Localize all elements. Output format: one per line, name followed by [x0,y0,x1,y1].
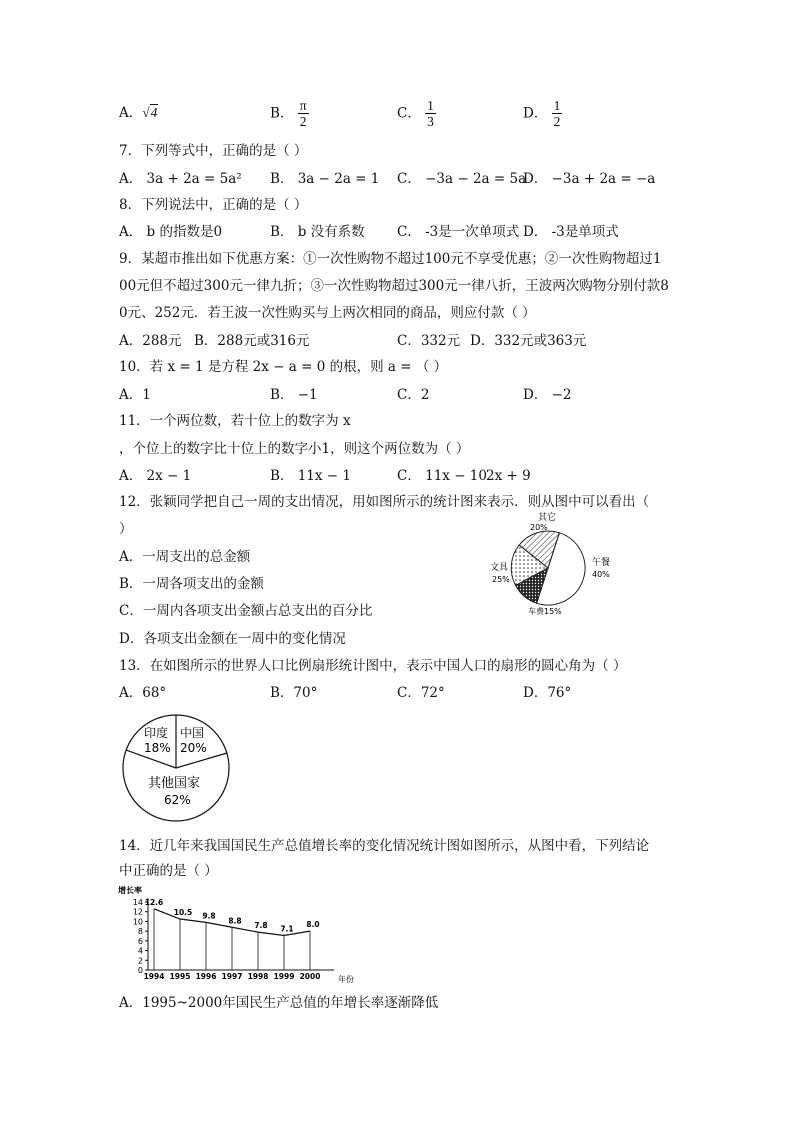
q9-option-a: A．288元 [119,333,182,349]
q12-stem-line2: ） [119,521,133,537]
x-tick-label: 1998 [247,972,269,981]
q11-option-d: 2x + 9 [486,468,531,484]
q12-option-d: D．各项支出金额在一周中的变化情况 [119,631,346,647]
x-tick-label: 2000 [299,972,321,981]
q10-option-d: D． −2 [523,387,572,403]
pie-label-others-pct: 62% [164,793,191,807]
x-tick-label: 1994 [143,972,165,981]
q11-option-c: C． 11x − 10 [397,468,487,484]
y-tick-label: 12 [132,907,143,917]
q7-option-b: B． 3a − 2a = 1 [270,171,380,187]
y-tick-label: 8 [137,927,143,937]
y-tick-label: 10 [132,917,143,927]
pie-label-stationery-pct: 25% [492,575,510,584]
chart-ylabel: 增长率 [118,886,142,895]
q11-option-a: A． 2x − 1 [119,468,192,484]
q11-stem-line2: ，个位上的数字比十位上的数字小1，则这个两位数为（ ） [119,441,470,457]
q7-option-c: C． −3a − 2a = 5a [397,171,527,187]
fraction: $\frac{\pi}{2}$ [299,98,307,129]
pie-label-india-pct: 18% [144,741,171,755]
q13-stem: 13．在如图所示的世界人口比例扇形统计图中，表示中国人口的扇形的圆心角为（ ） [119,658,627,674]
data-label: 10.5 [173,908,193,917]
population-pie-chart [120,713,232,823]
chart-xlabel: 年份 [338,975,354,984]
q8-option-c: C． -3是一次单项式 [397,224,520,240]
growth-rate-line-chart [116,884,386,986]
q9-stem-line2: 00元但不超过300元一律九折；③一次性购物超过300元一律八折，王波两次购物分别付款8 [119,278,669,294]
q9-stem-line1: 9．某超市推出如下优惠方案：①一次性购物不超过100元不享受优惠；②一次性购物超过1 [119,251,662,267]
data-label: 9.8 [202,911,216,921]
fraction: $\frac{1}{2}$ [553,98,561,129]
q6-option-d: D． $\frac{1}{2}$ [523,98,561,129]
q14-option-a: A．1995~2000年国民生产总值的年增长率逐渐降低 [119,995,439,1011]
data-label: 12.6 [144,897,164,907]
q13-option-a: A．68° [119,685,167,701]
q7-stem: 7．下列等式中，正确的是（ ） [119,143,308,159]
q14-stem-line1: 14．近几年来我国国民生产总值增长率的变化情况统计图如图所示，从图中看，下列结论 [119,838,650,854]
q13-option-d: D．76° [523,685,572,701]
q8-option-a: A． b 的指数是0 [119,224,223,240]
pie-label-others: 其他国家 [148,776,201,791]
pie-label-other-pct: 20% [530,523,548,532]
q12-option-c: C．一周内各项支出金额占总支出的百分比 [119,603,373,619]
expense-pie-chart [486,510,626,620]
q6-option-b: B． $\frac{\pi}{2}$ [270,98,307,129]
pie-label-india: 印度 [144,726,169,740]
pie-label-china: 中国 [180,726,205,740]
pie-label-china-pct: 20% [180,741,207,755]
pie-label-other: 其它 [538,513,557,523]
q9-option-d: D．332元或363元 [470,333,587,349]
data-label: 8.0 [306,920,320,930]
q8-option-d: D． -3是单项式 [523,224,619,240]
q6-option-c: C． $\frac{1}{3}$ [397,98,434,129]
q9-stem-line3: 0元、252元．若王波一次性购买与上两次相同的商品，则应付款（ ） [119,305,536,321]
y-tick-label: 6 [137,936,143,946]
q14-stem-line2: 中正确的是（ ） [119,863,218,879]
x-tick-label: 1995 [169,972,191,981]
y-tick-label: 2 [137,956,143,966]
q13-option-b: B．70° [270,685,318,701]
q12-stem-line1: 12．张颖同学把自己一周的支出情况，用如图所示的统计图来表示．则从图中可以看出（ [119,494,650,510]
q8-option-b: B． b 没有系数 [270,224,365,240]
q13-option-c: C．72° [397,685,445,701]
q10-option-c: C．2 [397,387,430,403]
x-tick-label: 1999 [273,972,295,981]
q10-option-b: B． −1 [270,387,318,403]
pie-label-stationery: 文具 [490,563,509,573]
x-tick-label: 1997 [221,972,243,981]
q12-option-a: A．一周支出的总金额 [119,549,251,565]
data-label: 8.8 [228,916,242,926]
q12-option-b: B．一周各项支出的金额 [119,576,264,592]
pie-label-lunch-pct: 40% [592,570,610,579]
x-tick-label: 1996 [195,972,217,981]
fraction: $\frac{1}{3}$ [427,98,434,129]
q11-option-b: B． 11x − 1 [270,468,351,484]
data-label: 7.8 [254,921,268,931]
sqrt-expression: √4 [142,105,158,120]
q9-option-b: B．288元或316元 [194,333,310,349]
q7-option-a: A． 3a + 2a = 5a² [119,171,242,187]
q10-stem: 10．若 x = 1 是方程 2x − a = 0 的根，则 a = （ ） [119,359,448,375]
q6-option-a: A．√4 [119,105,158,121]
pie-label-fare: 车费15% [528,607,562,616]
q11-stem-line1: 11．一个两位数，若十位上的数字为 x [119,413,351,429]
data-label: 7.1 [280,924,294,934]
q10-option-a: A．1 [119,387,151,403]
q9-option-c: C．332元 [397,333,461,349]
q8-stem: 8．下列说法中，正确的是（ ） [119,197,308,213]
pie-label-lunch: 午餐 [592,558,611,568]
y-tick-label: 14 [132,898,143,907]
y-tick-label: 0 [137,966,143,975]
q7-option-d: D． −3a + 2a = −a [523,171,656,187]
y-tick-label: 4 [137,946,143,956]
